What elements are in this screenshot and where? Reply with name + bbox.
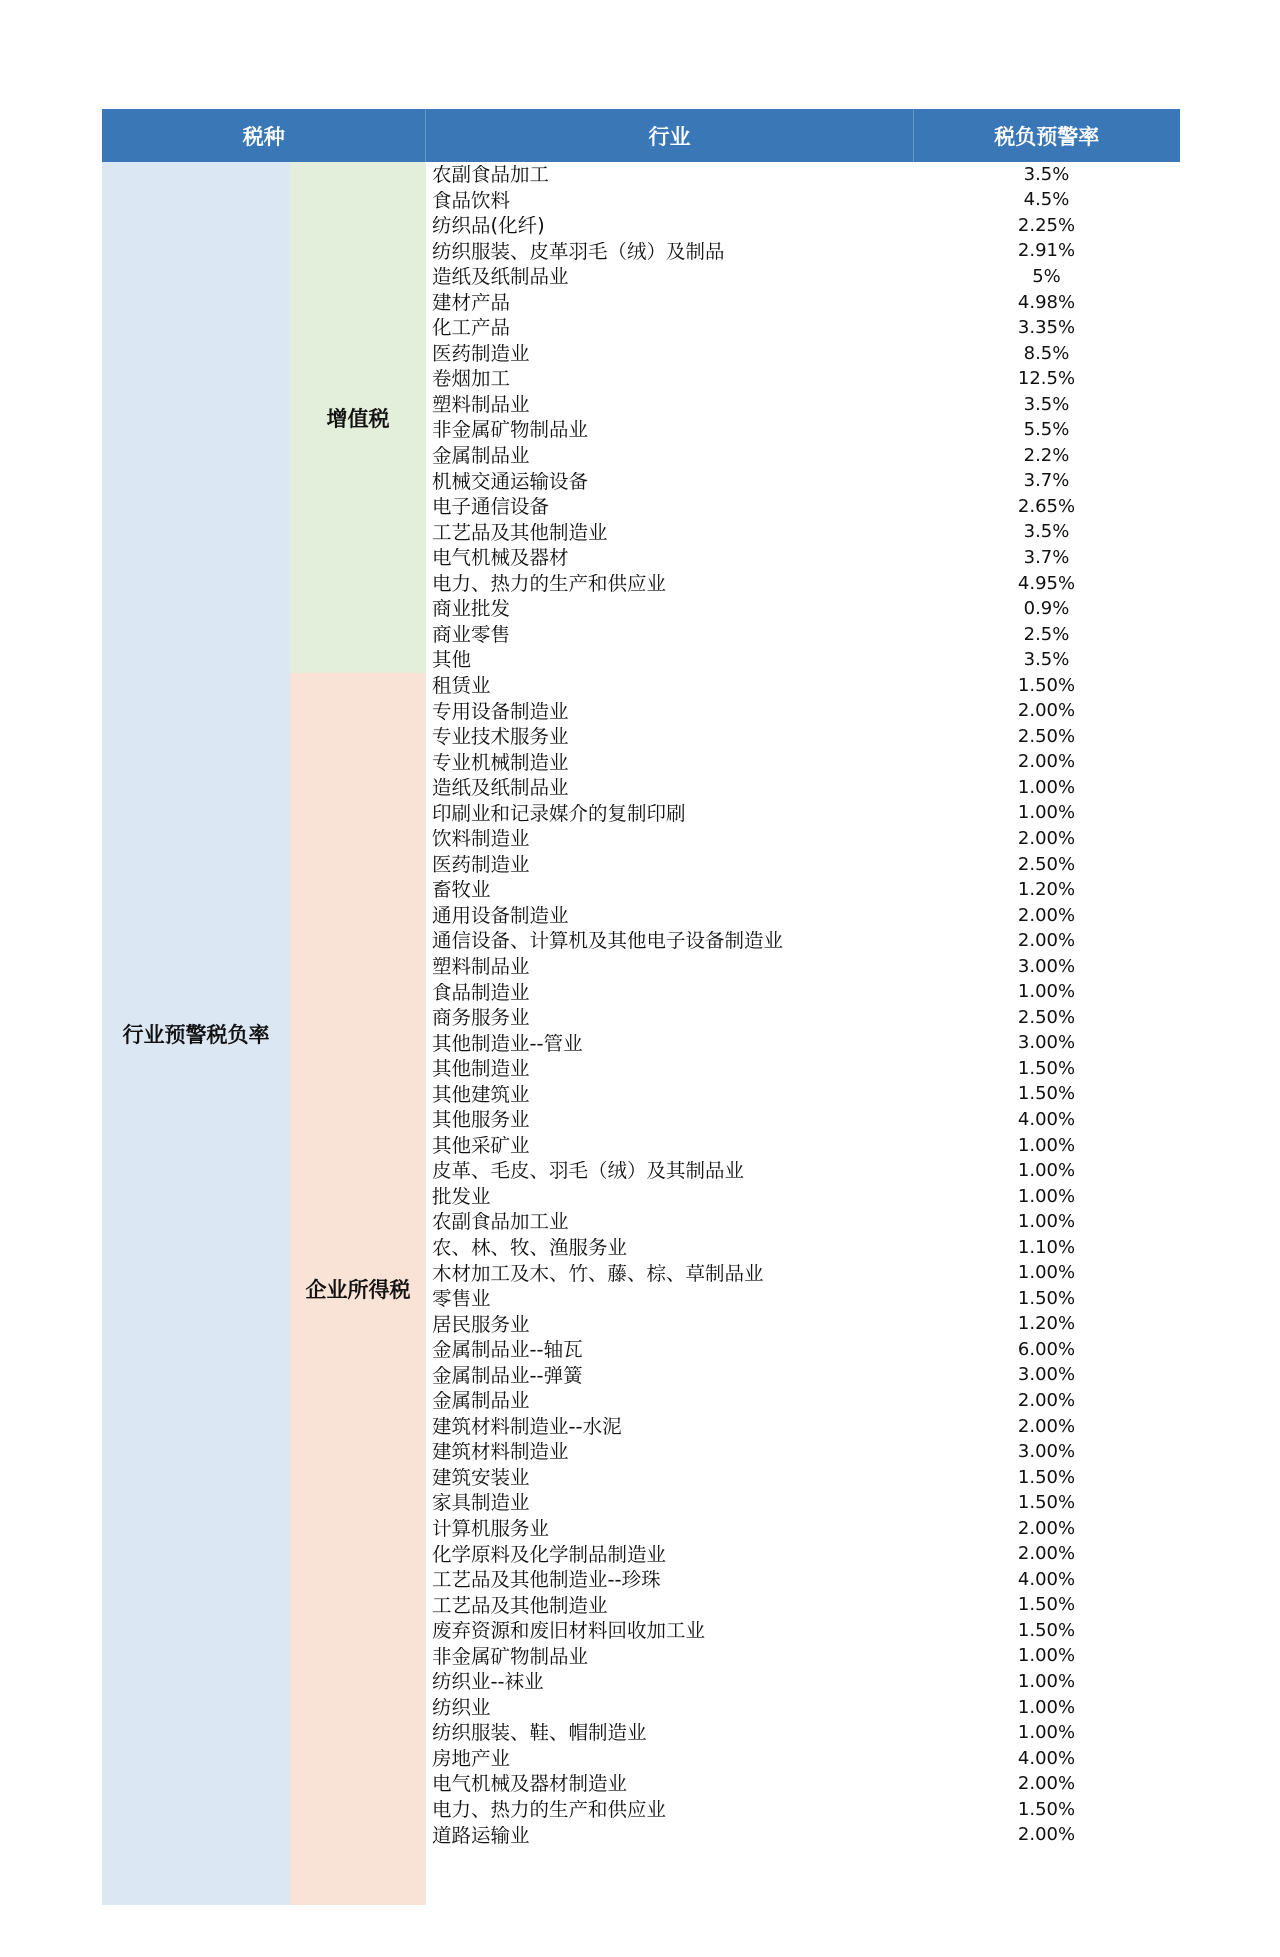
rate-cell: 2.00%	[1017, 1415, 1076, 1437]
rate-cell: 1.50%	[1017, 1466, 1076, 1488]
industry-cell: 金属制品业	[432, 446, 530, 466]
industry-cell: 食品制造业	[432, 982, 530, 1003]
rate-cell: 5%	[1032, 265, 1061, 287]
rate-cell: 4.00%	[1017, 1109, 1076, 1130]
rate-cell: 1.00%	[1017, 776, 1076, 798]
rate-cell: 1.00%	[1017, 1160, 1076, 1182]
table-row	[426, 750, 1180, 776]
rate-cell: 2.2%	[1023, 444, 1070, 466]
table-row	[426, 877, 1180, 903]
rate-cell: 2.00%	[1017, 1517, 1076, 1539]
rate-cell: 2.50%	[1017, 725, 1076, 747]
rate-cell: 1.50%	[1017, 1594, 1076, 1616]
table-row	[426, 775, 1180, 801]
rate-cell: 2.00%	[1017, 930, 1076, 952]
rate-cell: 2.91%	[1017, 240, 1076, 262]
table-row	[426, 1797, 1180, 1823]
industry-cell: 租赁业	[432, 675, 491, 696]
rate-cell: 1.00%	[1017, 1696, 1076, 1718]
group-cit-cell: 企业所得税	[290, 673, 426, 1905]
industry-cell: 家具制造业	[432, 1493, 530, 1513]
industry-cell: 纺织品(化纤)	[432, 216, 545, 236]
industry-cell: 建筑材料制造业--水泥	[432, 1416, 622, 1437]
table-row	[426, 571, 1180, 597]
table-row	[426, 1542, 1180, 1568]
industry-cell: 化学原料及化学制品制造业	[432, 1544, 667, 1565]
rate-cell: 1.50%	[1017, 674, 1076, 696]
rate-cell: 1.00%	[1017, 1185, 1076, 1207]
table-row	[426, 1312, 1180, 1338]
industry-cell: 其他采矿业	[432, 1135, 530, 1156]
rate-cell: 4.98%	[1017, 291, 1076, 313]
rate-cell: 2.00%	[1017, 1390, 1076, 1412]
table-row	[426, 443, 1180, 469]
table-row	[426, 1644, 1180, 1670]
table-row	[426, 724, 1180, 750]
rate-cell: 12.5%	[1017, 368, 1076, 390]
rate-cell: 1.00%	[1017, 981, 1076, 1003]
rate-cell: 1.10%	[1017, 1236, 1076, 1258]
industry-cell: 零售业	[432, 1289, 491, 1309]
table-row	[426, 1209, 1180, 1235]
rate-cell: 1.00%	[1017, 1671, 1076, 1693]
industry-cell: 专业技术服务业	[432, 727, 569, 747]
rate-cell: 4.5%	[1023, 189, 1070, 211]
industry-cell: 金属制品业--轴瓦	[432, 1340, 583, 1360]
industry-cell: 纺织服装、皮革羽毛（绒）及制品	[432, 241, 725, 262]
table-row	[426, 1056, 1180, 1082]
industry-cell: 塑料制品业	[432, 394, 530, 415]
rate-cell: 2.00%	[1017, 1773, 1076, 1795]
industry-cell: 畜牧业	[432, 880, 491, 900]
table-row	[426, 545, 1180, 571]
industry-cell: 通信设备、计算机及其他电子设备制造业	[432, 931, 784, 951]
rate-cell: 3.00%	[1017, 1441, 1076, 1463]
table-row	[426, 1107, 1180, 1133]
table-row	[426, 520, 1180, 546]
industry-cell: 皮革、毛皮、羽毛（绒）及其制品业	[432, 1161, 745, 1181]
rate-cell: 1.00%	[1017, 1134, 1076, 1156]
table-row	[426, 1261, 1180, 1287]
rate-cell: 6.00%	[1017, 1338, 1076, 1360]
industry-cell: 电力、热力的生产和供应业	[432, 1800, 667, 1820]
industry-cell: 其他建筑业	[432, 1084, 530, 1105]
table-row	[426, 1593, 1180, 1619]
rate-cell: 2.00%	[1017, 700, 1076, 722]
rate-cell: 3.5%	[1023, 649, 1070, 671]
table-row	[426, 469, 1180, 495]
rate-cell: 1.00%	[1017, 1722, 1076, 1744]
rate-cell: 2.50%	[1017, 1006, 1076, 1028]
rate-cell: 2.00%	[1017, 1543, 1076, 1565]
rate-cell: 2.5%	[1023, 623, 1070, 645]
industry-cell: 医药制造业	[432, 854, 530, 875]
industry-cell: 商业批发	[432, 599, 511, 619]
industry-cell: 纺织业--袜业	[432, 1672, 544, 1692]
industry-cell: 木材加工及木、竹、藤、棕、草制品业	[432, 1263, 764, 1284]
rate-cell: 1.50%	[1017, 1057, 1076, 1079]
table-row	[426, 1618, 1180, 1644]
rate-cell: 1.00%	[1017, 1262, 1076, 1284]
rate-cell: 2.65%	[1017, 495, 1076, 517]
rate-cell: 3.5%	[1023, 521, 1070, 543]
industry-cell: 通用设备制造业	[432, 905, 569, 926]
table-row	[426, 162, 1180, 188]
rate-cell: 1.20%	[1017, 879, 1076, 901]
industry-cell: 金属制品业--弹簧	[432, 1365, 583, 1386]
industry-cell: 金属制品业	[432, 1391, 530, 1411]
industry-cell: 道路运输业	[432, 1825, 530, 1846]
rate-cell: 1.50%	[1017, 1492, 1076, 1514]
rate-cell: 2.00%	[1017, 1824, 1076, 1846]
table-row	[426, 903, 1180, 929]
table-row	[426, 1363, 1180, 1389]
group-vat-cell: 增值税	[290, 162, 426, 673]
industry-cell: 饮料制造业	[432, 829, 530, 849]
table-row	[426, 801, 1180, 827]
table-row	[426, 1746, 1180, 1772]
rate-cell: 1.00%	[1017, 1645, 1076, 1667]
industry-cell: 建材产品	[432, 292, 511, 313]
rate-cell: 3.00%	[1017, 1364, 1076, 1386]
table-row	[426, 1235, 1180, 1261]
header-industry: 行业	[426, 109, 913, 162]
rate-cell: 2.00%	[1017, 827, 1076, 849]
industry-cell: 房地产业	[432, 1748, 511, 1769]
table-row	[426, 1771, 1180, 1797]
table-row	[426, 1567, 1180, 1593]
industry-cell: 非金属矿物制品业	[432, 1646, 589, 1667]
table-row	[426, 1669, 1180, 1695]
industry-cell: 电气机械及器材制造业	[432, 1774, 628, 1794]
industry-cell: 电力、热力的生产和供应业	[432, 573, 667, 594]
industry-cell: 农副食品加工业	[432, 1212, 569, 1232]
table-row	[426, 980, 1180, 1006]
table-row	[426, 954, 1180, 980]
rate-cell: 3.7%	[1023, 470, 1070, 492]
table-row	[426, 1414, 1180, 1440]
rate-cell: 1.00%	[1017, 1211, 1076, 1233]
rate-cell: 1.50%	[1017, 1798, 1076, 1820]
industry-cell: 农副食品加工	[432, 165, 550, 185]
industry-cell: 其他制造业	[432, 1059, 530, 1079]
industry-cell: 专用设备制造业	[432, 701, 569, 721]
industry-cell: 商务服务业	[432, 1008, 530, 1028]
table-row	[426, 494, 1180, 520]
rate-cell: 3.5%	[1023, 393, 1070, 415]
table-row	[426, 1286, 1180, 1312]
header-rate: 税负预警率	[994, 124, 1100, 149]
table-row	[426, 315, 1180, 341]
industry-cell: 印刷业和记录媒介的复制印刷	[432, 803, 686, 824]
main-category-cell: 行业预警税负率	[102, 162, 290, 1905]
table-header	[102, 109, 1180, 162]
table-row	[426, 1823, 1180, 1849]
table-row	[426, 1133, 1180, 1159]
table-row	[426, 417, 1180, 443]
industry-cell: 纺织服装、鞋、帽制造业	[432, 1723, 647, 1743]
industry-cell: 其他	[432, 650, 472, 670]
table-row	[426, 1439, 1180, 1465]
table-row	[426, 366, 1180, 392]
industry-cell: 计算机服务业	[432, 1519, 550, 1539]
industry-cell: 工艺品及其他制造业--珍珠	[432, 1570, 661, 1590]
table-row	[426, 1720, 1180, 1746]
industry-cell: 工艺品及其他制造业	[432, 1595, 608, 1616]
table-row	[426, 1005, 1180, 1031]
rate-cell: 2.00%	[1017, 904, 1076, 926]
rate-cell: 5.5%	[1023, 419, 1070, 441]
industry-cell: 食品饮料	[432, 190, 511, 211]
rate-cell: 3.35%	[1017, 317, 1076, 339]
industry-cell: 工艺品及其他制造业	[432, 522, 608, 543]
table-row	[426, 188, 1180, 214]
table-row	[426, 1516, 1180, 1542]
rate-cell: 3.7%	[1023, 546, 1070, 568]
table-row	[426, 1082, 1180, 1108]
rate-cell: 3.00%	[1017, 955, 1076, 977]
rate-cell: 4.95%	[1017, 572, 1076, 594]
table-body	[102, 162, 1180, 1905]
table-row	[426, 1337, 1180, 1363]
rate-cell: 3.5%	[1023, 163, 1070, 185]
table-row	[426, 239, 1180, 265]
industry-cell: 其他制造业--管业	[432, 1033, 583, 1054]
industry-cell: 化工产品	[432, 318, 511, 338]
rate-cell: 1.50%	[1017, 1083, 1076, 1105]
industry-cell: 机械交通运输设备	[432, 471, 589, 492]
tax-rate-table	[102, 109, 1180, 1905]
industry-cell: 建筑材料制造业	[432, 1442, 569, 1462]
industry-cell: 造纸及纸制品业	[432, 267, 569, 287]
rate-cell: 1.00%	[1017, 802, 1076, 824]
table-row	[426, 673, 1180, 699]
rate-cell: 2.25%	[1017, 214, 1076, 236]
rate-cell: 3.00%	[1017, 1032, 1076, 1054]
industry-cell: 电子通信设备	[432, 497, 550, 517]
rate-cell: 1.50%	[1017, 1619, 1076, 1641]
industry-cell: 居民服务业	[432, 1314, 530, 1335]
table-row	[426, 826, 1180, 852]
table-row	[426, 1490, 1180, 1516]
table-row	[426, 1388, 1180, 1414]
rate-cell: 2.50%	[1017, 853, 1076, 875]
table-row	[426, 341, 1180, 367]
table-row	[426, 1031, 1180, 1057]
table-row	[426, 928, 1180, 954]
industry-cell: 其他服务业	[432, 1110, 530, 1130]
rate-cell: 4.00%	[1017, 1747, 1076, 1769]
table-row	[426, 647, 1180, 673]
table-row	[426, 852, 1180, 878]
rate-cell: 1.50%	[1017, 1287, 1076, 1309]
industry-cell: 农、林、牧、渔服务业	[432, 1237, 628, 1258]
table-row	[426, 290, 1180, 316]
table-row	[426, 596, 1180, 622]
header-tax-type: 税种	[102, 109, 426, 162]
table-row	[426, 1158, 1180, 1184]
industry-cell: 电气机械及器材	[432, 548, 569, 568]
rate-cell: 0.9%	[1023, 598, 1070, 620]
industry-cell: 医药制造业	[432, 343, 530, 364]
rate-cell: 4.00%	[1017, 1568, 1076, 1590]
industry-cell: 批发业	[432, 1186, 491, 1207]
industry-cell: 造纸及纸制品业	[432, 778, 569, 798]
rate-cell: 8.5%	[1023, 342, 1070, 364]
industry-cell: 废弃资源和废旧材料回收加工业	[432, 1621, 706, 1641]
table-row	[426, 1184, 1180, 1210]
rate-cell: 2.00%	[1017, 751, 1076, 773]
table-rows	[426, 162, 1180, 1848]
table-row	[426, 392, 1180, 418]
table-row	[426, 698, 1180, 724]
industry-cell: 非金属矿物制品业	[432, 420, 589, 440]
industry-cell: 卷烟加工	[432, 369, 511, 389]
industry-cell: 塑料制品业	[432, 956, 530, 977]
industry-cell: 商业零售	[432, 624, 511, 645]
table-row	[426, 213, 1180, 239]
table-row	[426, 1465, 1180, 1491]
industry-cell: 建筑安装业	[432, 1467, 530, 1488]
industry-cell: 纺织业	[432, 1697, 491, 1718]
industry-cell: 专业机械制造业	[432, 752, 569, 773]
table-row	[426, 264, 1180, 290]
rate-cell: 1.20%	[1017, 1313, 1076, 1335]
table-row	[426, 622, 1180, 648]
table-row	[426, 1695, 1180, 1721]
